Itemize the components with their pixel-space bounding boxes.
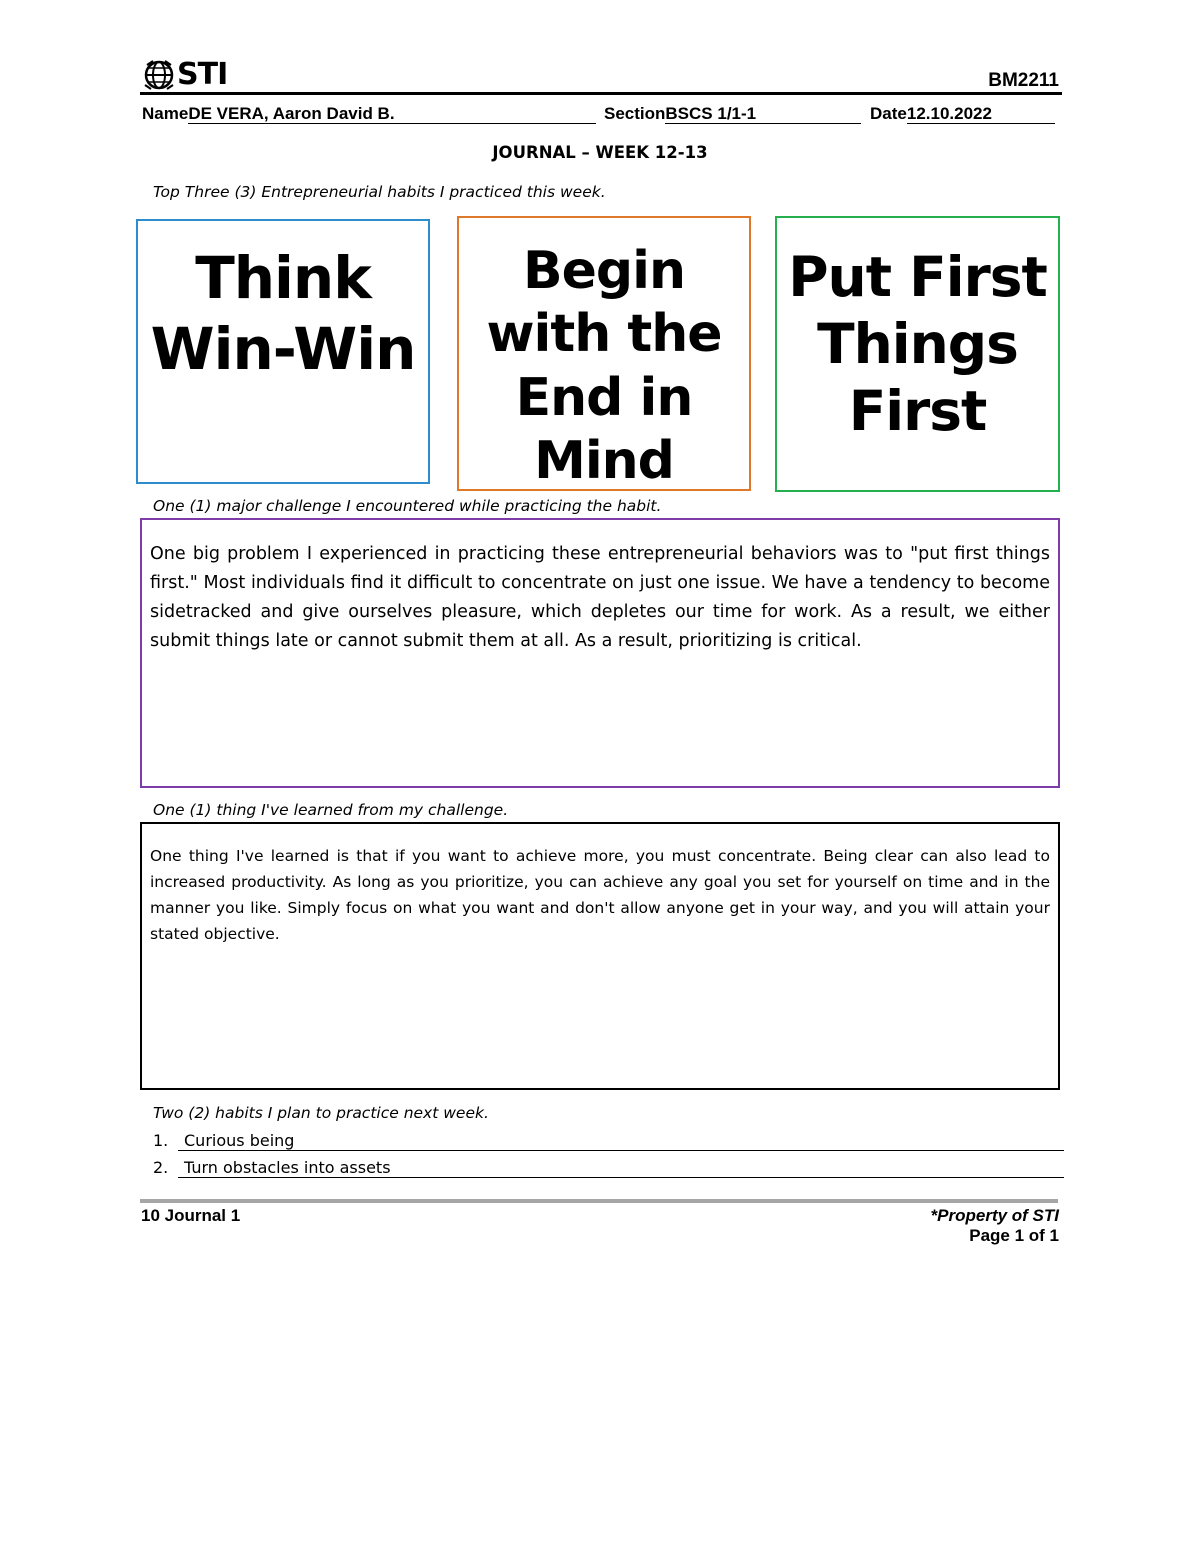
footer-divider (140, 1199, 1058, 1203)
challenge-prompt: One (1) major challenge I encountered while practicing the habit. (153, 497, 662, 515)
section-label: Section (604, 104, 666, 123)
plans-prompt: Two (2) habits I plan to practice next week. (153, 1104, 489, 1122)
section-field (604, 104, 861, 124)
name-value: DE VERA, Aaron David B. (188, 104, 596, 124)
footer-property: *Property of STI (930, 1206, 1059, 1225)
habit-box-3 (775, 216, 1060, 492)
learned-box (140, 822, 1060, 1090)
section-value: BSCS 1/1-1 (665, 104, 861, 124)
habit-3-text: Put First Things First (788, 245, 1047, 444)
logo-text: STI (177, 57, 228, 92)
date-value: 12.10.2022 (907, 104, 1055, 124)
plan-item-text: Turn obstacles into assets (184, 1158, 391, 1177)
learned-prompt: One (1) thing I've learned from my challenge. (153, 801, 509, 819)
page-title: JOURNAL – WEEK 12-13 (492, 143, 708, 162)
habit-box-1 (136, 219, 430, 484)
plan-item-1 (153, 1131, 294, 1150)
name-label: Name (142, 104, 189, 123)
plan-item-number: 1. (153, 1131, 169, 1150)
header-divider (140, 92, 1062, 95)
globe-icon (143, 59, 175, 91)
learned-text: One thing I've learned is that if you want to achieve more, you must concentrate. Being clear can also lead to increased productivity. As long as you prioritize, you can achieve any goal you set for yourself on time and in the manner you like. Simply focus on what you want and don't allow anyone get in your way, and you will attain your stated objective. (150, 847, 1050, 943)
course-code: BM2211 (988, 70, 1059, 91)
date-field (870, 104, 1055, 124)
plan-item-2 (153, 1158, 391, 1177)
plan-item-number: 2. (153, 1158, 169, 1177)
sti-logo (143, 58, 227, 92)
habit-1-text: Think Win-Win (150, 244, 416, 383)
name-field (142, 104, 596, 124)
footer-doc-label: 10 Journal 1 (141, 1206, 241, 1225)
habits-prompt: Top Three (3) Entrepreneurial habits I practiced this week. (153, 183, 606, 201)
date-label: Date (870, 104, 907, 123)
plan-underline (178, 1131, 1064, 1151)
challenge-box (140, 518, 1060, 788)
plan-item-text: Curious being (184, 1131, 295, 1150)
habit-box-2 (457, 216, 751, 491)
footer-page-number: Page 1 of 1 (969, 1226, 1059, 1245)
habit-2-text: Begin with the End in Mind (486, 241, 722, 492)
footer-right (931, 1206, 1059, 1246)
challenge-text: One big problem I experienced in practicing these entrepreneurial behaviors was to "put first things first." Most individuals find it difficult to concentrate on just one issue. We have a tendency to become sidetracked and give ourselves pleasure, which depletes our time for work. As a result, we either submit things late or cannot submit them at all. As a result, prioritizing is critical. (150, 544, 1050, 651)
